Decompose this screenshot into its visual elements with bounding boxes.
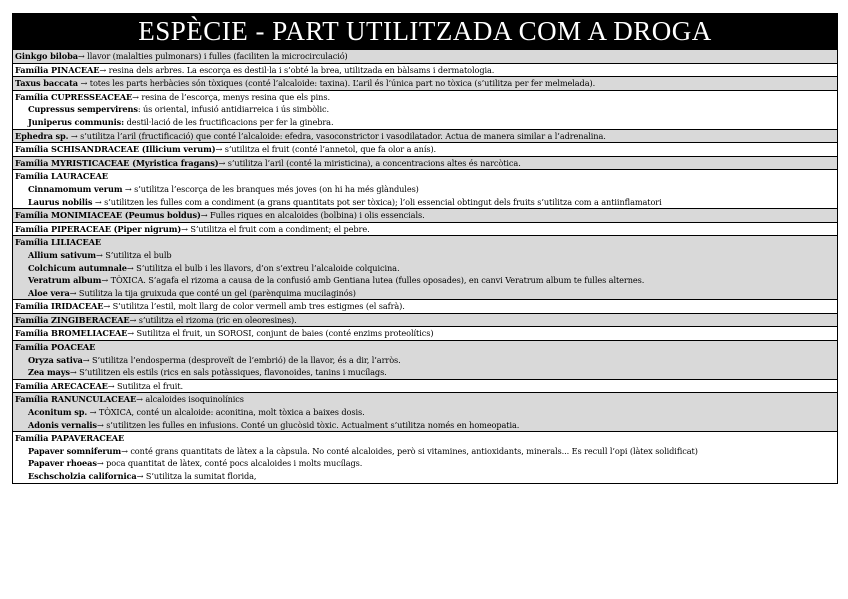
taxon-name: Família PAPAVERACEAE: [15, 433, 125, 444]
description-text: → s’utilitzen les fulles en infusions. Conté un glucòsid tòxic. Actualment s’utilitza només en homeopatia.: [96, 419, 520, 430]
species-table: [12, 49, 838, 484]
table-row: [13, 431, 837, 482]
species-line: [13, 354, 837, 367]
taxon-name: Família ZINGIBERACEAE: [15, 314, 130, 325]
taxon-name: Família MYRISTICACEAE (Myristica fragans): [15, 157, 219, 168]
species-line: [13, 419, 837, 432]
description-text: → TÒXICA. S’agafa el rizoma a causa de la confusió amb Gentiana lutea (fulles oposades), en canvi Veratrum album te fulles alternes.: [101, 275, 645, 286]
taxon-name: Família PINACEAE: [15, 64, 100, 75]
family-line: [13, 223, 837, 236]
description-text: → S’utilitza l’estil, molt llarg de color vermell amb tres estigmes (el safrà).: [103, 301, 405, 312]
description-text: → Sutilitza el fruit.: [107, 380, 184, 391]
taxon-name: Oryza sativa: [28, 354, 83, 365]
taxon-name: Zea mays: [28, 367, 70, 378]
description-text: → totes les parts herbàcies són tòxiques (conté l’alcaloide: taxina). L’aril és l’única part no tòxica (s’utilitza per fer melmelada).: [78, 78, 596, 89]
species-line: [13, 183, 837, 196]
taxon-name: Cupressus sempervirens: [28, 104, 138, 115]
table-row: [13, 129, 837, 143]
species-line: [13, 249, 837, 262]
table-row: [13, 63, 837, 77]
description-text: → S’utilitzen els estils (rics en sals potàssiques, flavonoides, tanins i mucílags.: [69, 367, 387, 378]
family-line: [13, 393, 837, 406]
species-line: [13, 274, 837, 287]
table-row: [13, 49, 837, 63]
species-line: [13, 103, 837, 116]
taxon-name: Família PIPERACEAE (Piper nigrum): [15, 223, 182, 234]
taxon-name: Família LAURACEAE: [15, 171, 108, 182]
table-row: [13, 156, 837, 170]
description-text: → s’utilitza l’escorça de les branques més joves (on hi ha més glàndules): [122, 183, 419, 194]
description-text: → Sutilitza el fruit, un SOROSI, conjunt de baies (conté enzims proteolítics): [127, 328, 434, 339]
taxon-name: Família POACEAE: [15, 342, 96, 353]
description-text: → resina de l’escorça, menys resina que els pins.: [132, 91, 330, 102]
family-line: [13, 77, 837, 90]
table-row: [13, 142, 837, 156]
description-text: → Sutilitza la tija gruixuda que conté un gel (parènquima mucilaginós): [69, 287, 356, 298]
family-line: [13, 50, 837, 63]
species-line: [13, 196, 837, 209]
description-text: → Fulles riques en alcaloides (bolbina) i olis essencials.: [200, 210, 425, 221]
description-text: → S’utilitza l’endosperma (desproveït de l’embrió) de la llavor, és a dir, l’arròs.: [82, 354, 401, 365]
taxon-name: Aloe vera: [28, 287, 70, 298]
taxon-name: Família LILIACEAE: [15, 237, 101, 248]
description-text: → TÒXICA, conté un alcaloide: aconitina, molt tòxica a baixes dosis.: [87, 407, 365, 418]
family-line: [13, 341, 837, 354]
family-line: [13, 130, 837, 143]
family-line: [13, 236, 837, 249]
description-text: → llavor (malalties pulmonars) i fulles (faciliten la microcirculació): [77, 51, 348, 61]
description-text: → S’utilitza el bulb i les llavors, d’on s’extreu l’alcaloide colquicina.: [126, 262, 400, 273]
table-row: [13, 235, 837, 299]
taxon-name: Família MONIMIACEAE (Peumus boldus): [15, 210, 201, 221]
table-row: [13, 299, 837, 313]
description-text: → S’utilitza el fruit com a condiment; el pebre.: [181, 223, 370, 234]
description-text: : ús oriental, infusió antidiarreica i ús simbòlic.: [137, 104, 329, 115]
family-line: [13, 143, 837, 156]
species-line: [13, 406, 837, 419]
species-line: [13, 287, 837, 300]
description-text: → poca quantitat de làtex, conté pocs alcaloides i molts mucílags.: [96, 458, 363, 469]
description-text: → s’utilitzen les fulles com a condiment (a grans quantitats pot ser tòxica); l’oli essencial obtingut dels fruits s’utilitza com a antiinflamatori: [92, 196, 662, 207]
taxon-name: Papaver somniferum: [28, 445, 122, 456]
table-row: [13, 392, 837, 431]
taxon-name: Família BROMELIACEAE: [15, 328, 128, 339]
description-text: → s’utilitza el rizoma (ric en oleoresines).: [129, 314, 297, 325]
family-line: [13, 157, 837, 170]
family-line: [13, 300, 837, 313]
taxon-name: Adonis vernalis: [28, 419, 97, 430]
description-text: → s’utilitza el fruit (conté l’annetol, que fa olor a anís).: [215, 144, 437, 155]
taxon-name: Família CUPRESSEACEAE: [15, 91, 133, 102]
table-row: [13, 169, 837, 208]
description-text: → resina dels arbres. La escorça es destil·la i s’obté la brea, utilitzada en bàlsams i dermatologia.: [99, 64, 495, 75]
table-row: [13, 326, 837, 340]
species-line: [13, 470, 837, 483]
taxon-name: Papaver rhoeas: [28, 458, 97, 469]
description-text: destil·lació de les fructificacions per fer la ginebra.: [124, 116, 334, 127]
table-row: [13, 313, 837, 327]
taxon-name: Cinnamomum verum: [28, 183, 123, 194]
taxon-name: Juniperus communis:: [28, 116, 125, 127]
description-text: → conté grans quantitats de làtex a la càpsula. No conté alcaloides, però si vitamines, antioxidants, minerals... Es recull l’opi (làtex solidificat): [121, 445, 698, 456]
species-line: [13, 457, 837, 470]
taxon-name: Família SCHISANDRACEAE (Illicium verum): [15, 144, 216, 155]
taxon-name: Ginkgo biloba: [15, 51, 78, 61]
taxon-name: Família ARECACEAE: [15, 380, 108, 391]
table-row: [13, 90, 837, 129]
species-line: [13, 262, 837, 275]
taxon-name: Família RANUNCULACEAE: [15, 394, 137, 405]
taxon-name: Ephedra sp.: [15, 130, 69, 141]
page-title: ESPÈCIE - PART UTILITZADA COM A DROGA: [12, 13, 838, 49]
family-line: [13, 314, 837, 327]
family-line: [13, 209, 837, 222]
table-row: [13, 222, 837, 236]
taxon-name: Colchicum autumnale: [28, 262, 127, 273]
description-text: → alcaloides isoquinolínics: [136, 394, 244, 405]
taxon-name: Eschscholzia californica: [28, 471, 137, 481]
description-text: → S’utilitza la sumitat florida,: [136, 471, 257, 481]
table-row: [13, 340, 837, 379]
document-page: [12, 13, 838, 484]
table-row: [13, 208, 837, 222]
family-line: [13, 170, 837, 183]
taxon-name: Aconitum sp.: [28, 407, 88, 418]
taxon-name: Família IRIDACEAE: [15, 301, 104, 312]
description-text: → S’utilitza el bulb: [95, 249, 172, 260]
family-line: [13, 380, 837, 393]
taxon-name: Laurus nobilis: [28, 196, 93, 207]
taxon-name: Allium sativum: [28, 249, 96, 260]
family-line: [13, 91, 837, 104]
species-line: [13, 366, 837, 379]
table-row: [13, 76, 837, 90]
family-line: [13, 64, 837, 77]
taxon-name: Veratrum album: [28, 275, 102, 286]
description-text: → s’utilitza l’aril (conté la miristicina), a concentracions altes és narcòtica.: [218, 157, 521, 168]
species-line: [13, 116, 837, 129]
description-text: → s’utilitza l’aril (fructificació) que conté l’alcaloide: efedra, vasoconstrictor i vasodilatador. Actua de manera similar a l’adrenalina.: [68, 130, 606, 141]
family-line: [13, 432, 837, 445]
species-line: [13, 445, 837, 458]
family-line: [13, 327, 837, 340]
table-row: [13, 379, 837, 393]
taxon-name: Taxus baccata: [15, 78, 78, 89]
